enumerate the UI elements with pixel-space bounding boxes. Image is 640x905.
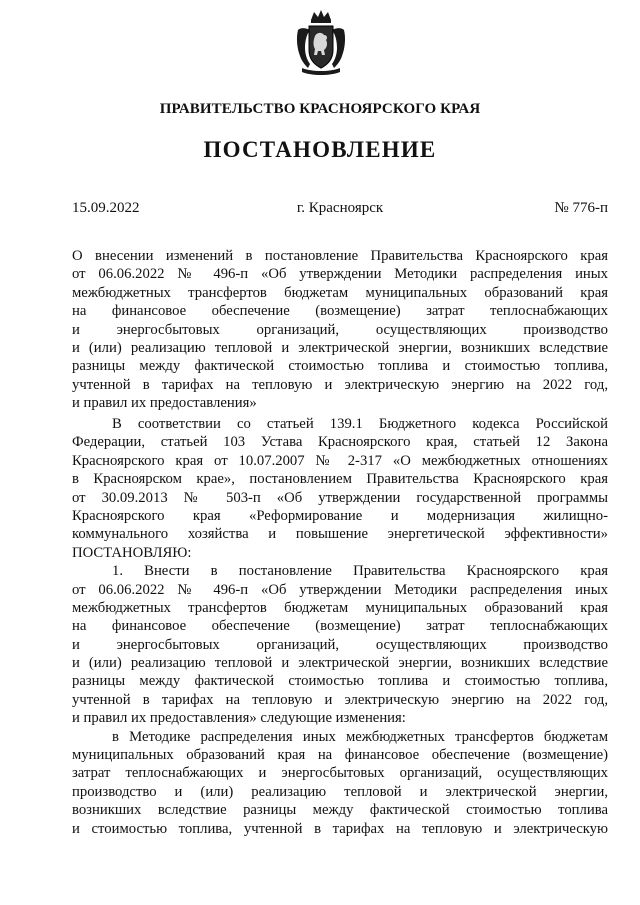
title-line: от 06.06.2022 № 496-п «Об утверждении Методики распределения иных xyxy=(72,266,608,283)
document-type-title: ПОСТАНОВЛЕНИЕ xyxy=(203,137,437,162)
body-line: и энергосбытовых организаций, осуществляющих производство xyxy=(72,636,608,653)
document-meta-row xyxy=(72,200,608,220)
body-line: коммунального хозяйства и повышение энергетической эффективности» xyxy=(72,526,608,543)
body-line: затрат теплоснабжающих и энергосбытовых организаций, осуществляющих xyxy=(72,765,608,782)
coat-of-arms-emblem xyxy=(294,8,348,76)
body-line: учтенной в тарифах на тепловую и электрическую энергию на 2022 год, xyxy=(72,691,608,708)
body-line: на финансовое обеспечение (возмещение) затрат теплоснабжающих xyxy=(72,618,608,635)
document-number: № 776-п xyxy=(554,200,608,216)
title-line: межбюджетных трансфертов бюджетам муниципальных образований края xyxy=(72,284,608,301)
title-line: и правил их предоставления» xyxy=(72,395,257,412)
document-city: г. Красноярск xyxy=(296,200,384,216)
title-line: разницы между фактической стоимостью топлива и стоимостью топлива, xyxy=(72,358,608,375)
title-line: О внесении изменений в постановление Правительства Красноярского края xyxy=(72,248,608,264)
body-line: от 30.09.2013 № 503-п «Об утверждении государственной программы xyxy=(72,489,608,506)
body-line: межбюджетных трансфертов бюджетам муниципальных образований края xyxy=(72,599,608,616)
body-line: в Красноярском крае», постановлением Правительства Красноярского края xyxy=(72,471,608,488)
title-line: и энергосбытовых организаций, осуществляющих производство xyxy=(72,321,608,338)
organization-name: ПРАВИТЕЛЬСТВО КРАСНОЯРСКОГО КРАЯ xyxy=(159,101,481,117)
title-line: и (или) реализацию тепловой и электрической энергии, возникших вследствие xyxy=(72,339,608,356)
body-line: от 06.06.2022 № 496-п «Об утверждении Методики распределения иных xyxy=(72,581,608,598)
title-line: учтенной в тарифах на тепловую и электрическую энергию на 2022 год, xyxy=(72,376,608,393)
document-body xyxy=(72,415,608,838)
document-subject-title xyxy=(72,247,608,413)
decree-keyword: ПОСТАНОВЛЯЮ: xyxy=(72,544,192,561)
body-line: разницы между фактической стоимостью топлива и стоимостью топлива, xyxy=(72,673,608,690)
body-line: Федерации, статьей 103 Устава Красноярского края, статьей 12 Закона xyxy=(72,434,608,451)
document-date: 15.09.2022 xyxy=(72,200,140,216)
body-line: Красноярского края «Реформирование и модернизация жилищно- xyxy=(72,507,608,524)
body-line: Красноярского края от 10.07.2007 № 2-317 «О межбюджетных отношениях xyxy=(72,452,608,469)
title-line: на финансовое обеспечение (возмещение) затрат теплоснабжающих xyxy=(72,303,608,320)
body-line: 1. Внести в постановление Правительства Красноярского края xyxy=(112,563,608,580)
body-line: В соответствии со статьей 139.1 Бюджетного кодекса Российской xyxy=(112,416,608,432)
body-line: в Методике распределения иных межбюджетных трансфертов бюджетам xyxy=(112,728,608,745)
body-line: и правил их предоставления» следующие изменения: xyxy=(72,710,406,727)
body-line: муниципальных образований края на финансовое обеспечение (возмещение) xyxy=(72,747,608,764)
body-line: и стоимостью топлива, учтенной в тарифах на тепловую и электрическую xyxy=(72,820,608,837)
body-line: возникших вследствие разницы между фактической стоимостью топлива xyxy=(72,802,608,819)
body-line: и (или) реализацию тепловой и электрической энергии, возникших вследствие xyxy=(72,655,608,672)
body-line: производство и (или) реализацию тепловой и электрической энергии, xyxy=(72,783,608,800)
